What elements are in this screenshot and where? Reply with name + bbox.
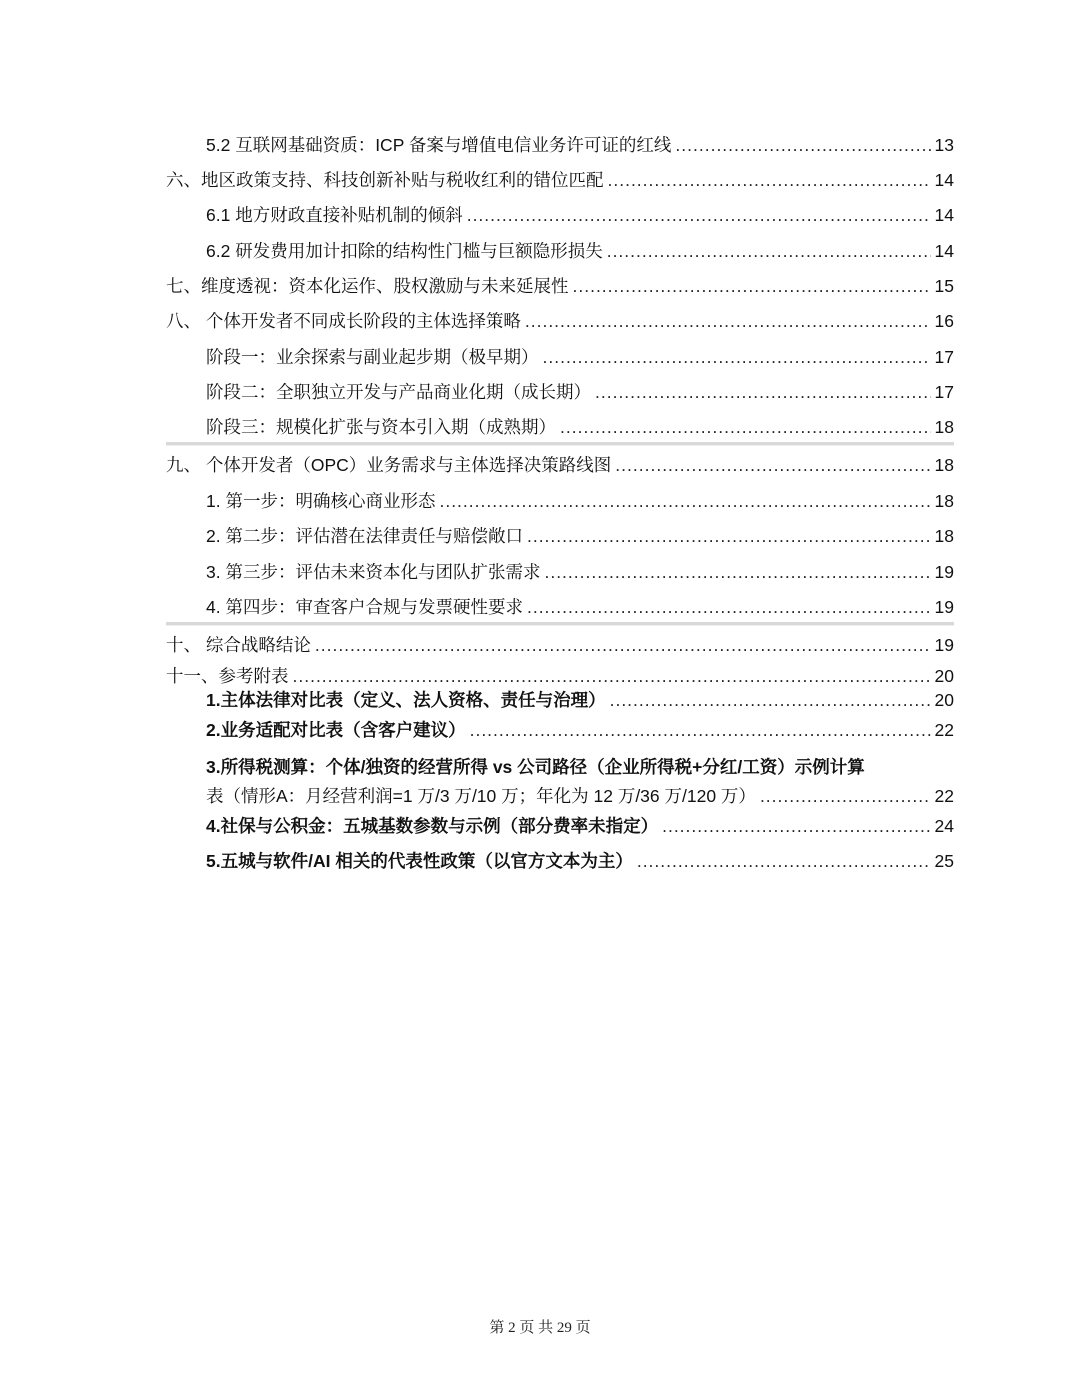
toc-entry-title: 6.2 研发费用加计扣除的结构性门槛与巨额隐形损失 — [206, 241, 603, 261]
toc-entry-title: 十、 综合战略结论 — [166, 635, 311, 655]
toc-page-number: 14 — [934, 170, 954, 190]
toc-leader-dots — [675, 133, 930, 157]
toc-entry-title: 六、地区政策支持、科技创新补贴与税收红利的错位匹配 — [166, 170, 604, 190]
toc-entry-title: 七、维度透视：资本化运作、股权激励与未来延展性 — [166, 276, 569, 296]
toc-page-number: 18 — [934, 455, 954, 475]
toc-entry-title: 阶段三：规模化扩张与资本引入期（成熟期） — [206, 417, 556, 437]
page-break-separator — [166, 622, 954, 626]
toc-entry-title: 4. 第四步：审查客户合规与发票硬性要求 — [206, 597, 523, 617]
toc-page-number: 17 — [934, 347, 954, 367]
toc-entry-title: 八、 个体开发者不同成长阶段的主体选择策略 — [166, 311, 521, 331]
toc-entry[interactable] — [0, 849, 954, 873]
toc-leader-dots — [760, 784, 931, 808]
toc-entry[interactable] — [0, 415, 954, 439]
toc-page-number: 19 — [934, 597, 954, 617]
toc-page-number: 15 — [934, 276, 954, 296]
toc-page-number: 20 — [934, 666, 954, 686]
toc-entry[interactable] — [0, 814, 954, 838]
toc-page-number: 14 — [934, 241, 954, 261]
toc-entry[interactable] — [0, 239, 954, 263]
toc-leader-dots — [607, 239, 931, 263]
toc-entry-title: 2. 第二步：评估潜在法律责任与赔偿敞口 — [206, 526, 523, 546]
toc-leader-dots — [544, 560, 930, 584]
toc-page-number: 18 — [934, 526, 954, 546]
toc-entry-title: 4.社保与公积金：五城基数参数与示例（部分费率未指定） — [206, 816, 659, 836]
toc-entry-title: 3. 第三步：评估未来资本化与团队扩张需求 — [206, 562, 541, 582]
toc-page-number: 19 — [934, 635, 954, 655]
toc-entry[interactable] — [0, 688, 954, 712]
toc-leader-dots — [637, 849, 931, 873]
toc-leader-dots — [525, 309, 931, 333]
toc-leader-dots — [543, 345, 931, 369]
toc-entry-title: 1. 第一步：明确核心商业形态 — [206, 491, 436, 511]
toc-page-number: 24 — [934, 816, 954, 836]
toc-leader-dots — [293, 664, 931, 688]
toc-entry[interactable] — [0, 274, 954, 298]
toc-leader-dots — [315, 633, 931, 657]
toc-page-number: 25 — [934, 851, 954, 871]
toc-leader-dots — [615, 453, 930, 477]
toc-entry[interactable] — [0, 784, 954, 808]
toc-entry[interactable] — [0, 380, 954, 404]
toc-entry[interactable] — [0, 133, 954, 157]
toc-entry-title: 5.五城与软件/AI 相关的代表性政策（以官方文本为主） — [206, 851, 633, 871]
toc-entry[interactable] — [0, 524, 954, 548]
toc-page-number: 22 — [934, 786, 954, 806]
toc-leader-dots — [573, 274, 931, 298]
toc-page-number: 18 — [934, 491, 954, 511]
toc-leader-dots — [527, 595, 931, 619]
toc-entry-title: 十一、参考附表 — [166, 666, 289, 686]
toc-entry-title: 2.业务适配对比表（含客户建议） — [206, 720, 466, 740]
toc-page-number: 17 — [934, 382, 954, 402]
toc-leader-dots — [560, 415, 931, 439]
toc-entry[interactable] — [0, 560, 954, 584]
toc-page-number: 20 — [934, 690, 954, 710]
toc-entry[interactable] — [0, 168, 954, 192]
toc-entry[interactable] — [0, 664, 954, 688]
toc-leader-dots — [439, 489, 930, 513]
toc-page-number: 22 — [934, 720, 954, 740]
toc-entry-title: 5.2 互联网基础资质：ICP 备案与增值电信业务许可证的红线 — [206, 135, 672, 155]
toc-entry-title: 阶段一：业余探索与副业起步期（极早期） — [206, 347, 539, 367]
toc-entry[interactable] — [0, 489, 954, 513]
toc-page-number: 14 — [934, 205, 954, 225]
toc-entry[interactable] — [0, 345, 954, 369]
toc-entry[interactable] — [0, 453, 954, 477]
toc-entry[interactable] — [0, 595, 954, 619]
page-break-separator — [166, 442, 954, 446]
toc-entry[interactable] — [0, 718, 954, 742]
toc-entry[interactable] — [0, 309, 954, 333]
toc-page-number: 16 — [934, 311, 954, 331]
toc-entry-title: 1.主体法律对比表（定义、法人资格、责任与治理） — [206, 690, 606, 710]
toc-entry-title: 6.1 地方财政直接补贴机制的倾斜 — [206, 205, 463, 225]
toc-leader-dots — [610, 688, 931, 712]
toc-page-number: 18 — [934, 417, 954, 437]
toc-entry-title: 表（情形A：月经营利润=1 万/3 万/10 万；年化为 12 万/36 万/120 万） — [206, 786, 756, 806]
toc-leader-dots — [470, 718, 931, 742]
toc-page-number: 19 — [934, 562, 954, 582]
toc-leader-dots — [608, 168, 931, 192]
toc-entry-title-wrap-line[interactable]: 3.所得税测算：个体/独资的经营所得 vs 公司路径（企业所得税+分红/工资）示例计算 — [206, 757, 865, 777]
page-footer: 第 2 页 共 29 页 — [489, 1320, 591, 1336]
toc-leader-dots — [595, 380, 931, 404]
toc-leader-dots — [527, 524, 931, 548]
toc-entry[interactable] — [0, 633, 954, 657]
toc-leader-dots — [662, 814, 930, 838]
toc-leader-dots — [467, 203, 931, 227]
toc-page-number: 13 — [934, 135, 954, 155]
toc-entry-title: 九、 个体开发者（OPC）业务需求与主体选择决策路线图 — [166, 455, 612, 475]
toc-entry-title: 阶段二：全职独立开发与产品商业化期（成长期） — [206, 382, 591, 402]
toc-entry[interactable] — [0, 203, 954, 227]
